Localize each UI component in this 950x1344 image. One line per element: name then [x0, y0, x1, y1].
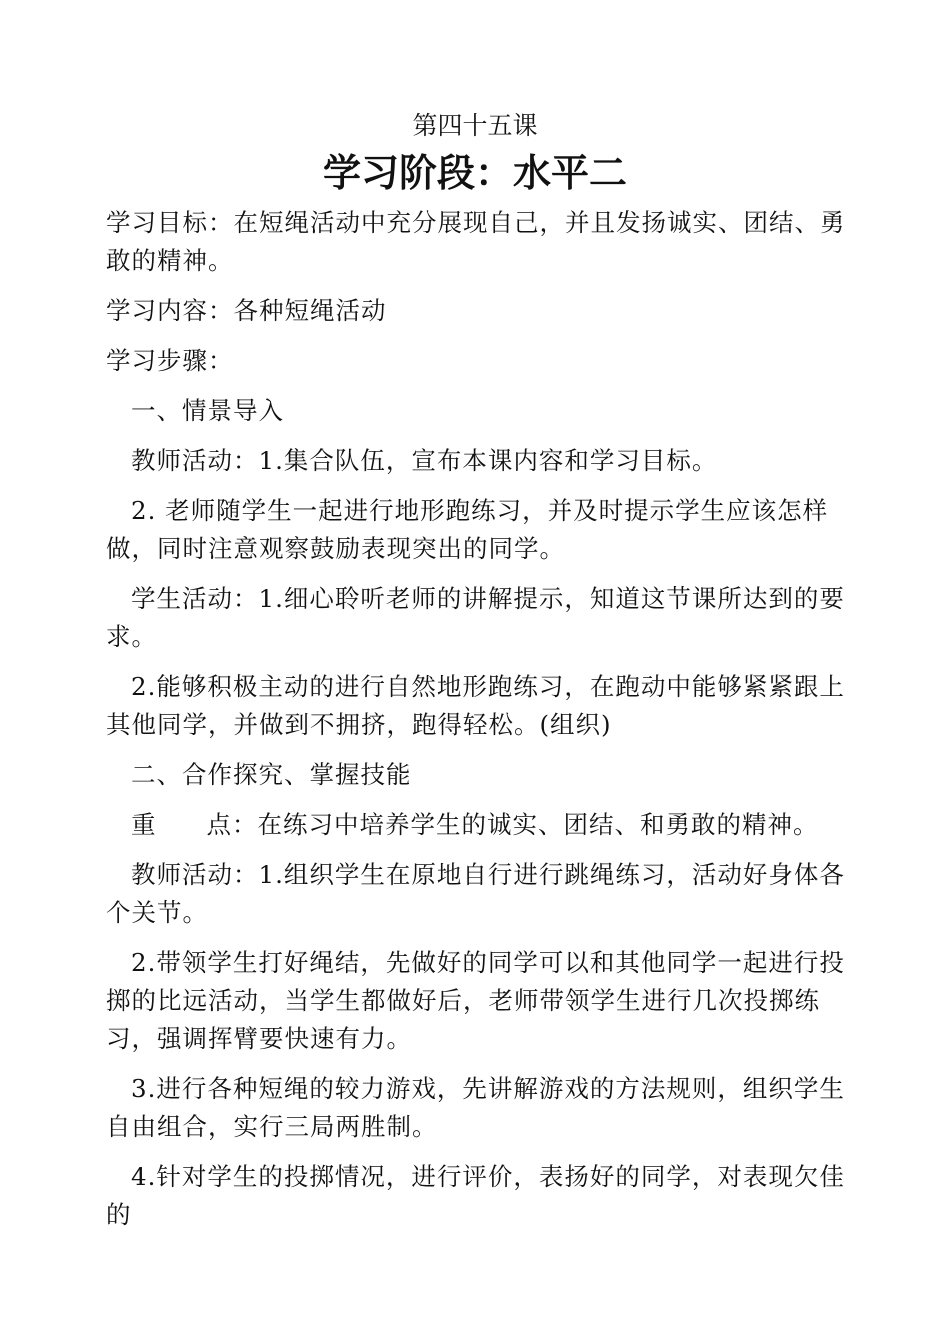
stage-title: 学习阶段：水平二 [322, 150, 627, 195]
teacher-activity-2: 2. 老师随学生一起进行地形跑练习，并及时提示学生应该怎样做，同时注意观察鼓励表现突出的同学。 [106, 496, 829, 563]
practice-teacher-activity-3: 3.进行各种短绳的较力游戏，先讲解游戏的方法规则，组织学生自由组合，实行三局两胜制。 [106, 1074, 845, 1141]
student-activity-2: 2.能够积极主动的进行自然地形跑练习，在跑动中能够紧紧跟上其他同学，并做到不拥挤，跑得轻松。(组织) [106, 672, 845, 739]
learning-content: 学习内容：各种短绳活动 [106, 296, 387, 325]
teacher-activity-1: 教师活动：1.集合队伍，宣布本课内容和学习目标。 [131, 446, 718, 475]
section-heading-practice: 二、合作探究、掌握技能 [131, 760, 412, 789]
lesson-number: 第四十五课 [412, 111, 538, 140]
learning-objective: 学习目标：在短绳活动中充分展现自己，并且发扬诚实、团结、勇敢的精神。 [106, 208, 846, 275]
learning-steps-heading: 学习步骤： [106, 346, 234, 375]
practice-teacher-activity-2: 2.带领学生打好绳结，先做好的同学可以和其他同学一起进行投掷的比远活动，当学生都做好后，老师带领学生进行几次投掷练习，强调挥臂要快速有力。 [106, 948, 845, 1053]
practice-teacher-activity-1: 教师活动：1.组织学生在原地自行进行跳绳练习，活动好身体各个关节。 [106, 860, 845, 927]
lesson-body [106, 204, 866, 1246]
section-heading-intro: 一、情景导入 [131, 396, 284, 425]
student-activity-1: 学生活动：1.细心聆听老师的讲解提示，知道这节课所达到的要求。 [106, 584, 845, 651]
key-point-label-a: 重 [131, 810, 157, 839]
key-point-label-b: 点 [206, 810, 232, 839]
key-point-text: ：在练习中培养学生的诚实、团结、和勇敢的精神。 [232, 810, 819, 839]
practice-teacher-activity-4: 4.针对学生的投掷情况，进行评价，表扬好的同学，对表现欠佳的 [106, 1162, 845, 1229]
key-point [106, 806, 866, 844]
